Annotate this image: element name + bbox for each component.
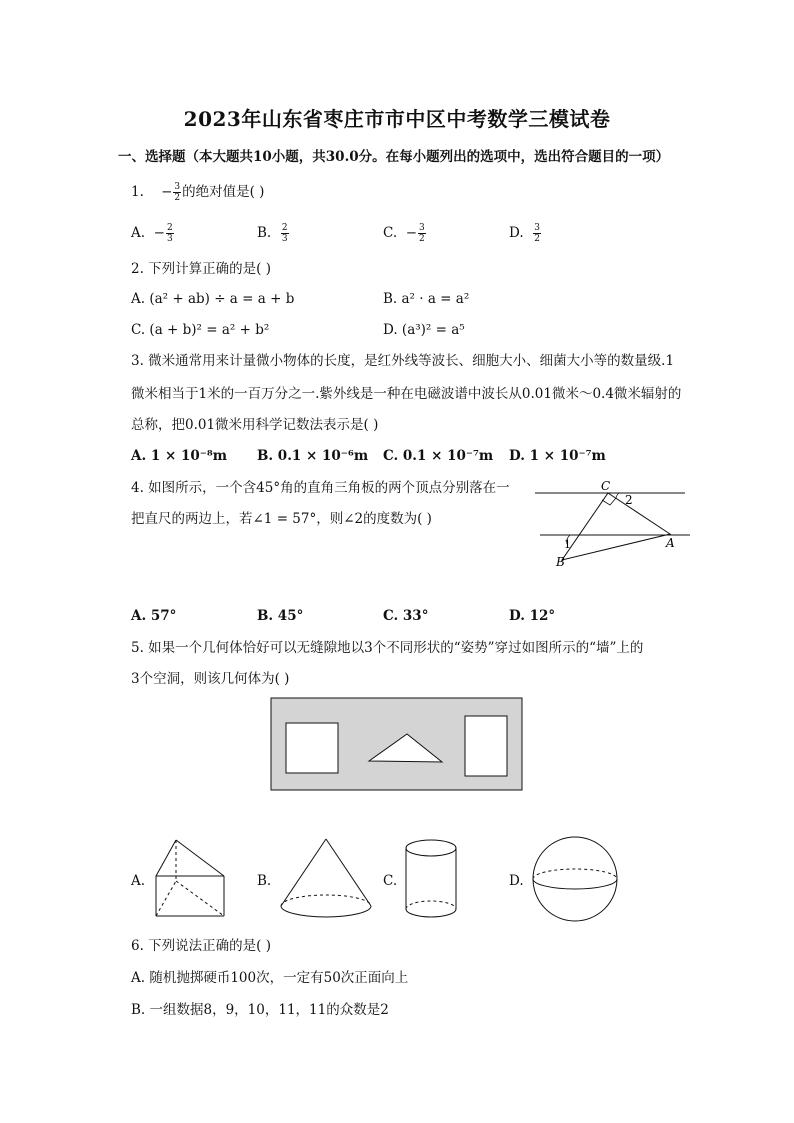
question-1-stem (131, 182, 264, 203)
q1-option-c[interactable] (383, 223, 427, 244)
cone-icon[interactable] (278, 838, 374, 920)
q6-option-a[interactable]: A. 随机抛掷硬币100次，一定有50次正面向上 (131, 970, 409, 986)
square-hole (286, 723, 338, 773)
cylinder-icon[interactable] (404, 838, 458, 920)
section-heading: 一、选择题（本大题共10小题，共30.0分。在每小题列出的选项中，选出符合题目的一项） (118, 149, 670, 165)
option-fraction (166, 223, 174, 244)
q1-sign: − (161, 184, 173, 200)
q5-option-b-label[interactable]: B. (257, 873, 272, 889)
q4-option-c[interactable]: C. 33° (383, 608, 429, 624)
question-2-stem: 2. 下列计算正确的是( ) (131, 261, 271, 277)
q2-option-c[interactable]: C. (a + b)² = a² + b² (131, 322, 270, 338)
label-c: C (601, 479, 611, 493)
option-fraction (281, 223, 289, 244)
question-6-stem: 6. 下列说法正确的是( ) (131, 938, 271, 954)
question-5-line-2: 3个空洞，则该几何体为( ) (131, 671, 290, 687)
option-denominator: 2 (419, 234, 425, 244)
q1-fraction (173, 182, 181, 203)
q4-option-b[interactable]: B. 45° (257, 608, 304, 624)
wall-figure (270, 697, 524, 792)
q1-option-b[interactable] (257, 223, 290, 244)
q1-option-a[interactable] (131, 223, 175, 244)
question-4-line-1: 4. 如图所示，一个含45°角的直角三角板的两个顶点分别落在一 (131, 480, 510, 496)
angle-2-arc (616, 493, 619, 499)
q6-option-b[interactable]: B. 一组数据8，9，10，11，11的众数是2 (131, 1002, 389, 1018)
question-3-line-3: 总称，把0.01微米用科学记数法表示是( ) (131, 417, 379, 433)
sphere-icon[interactable] (531, 836, 619, 922)
option-denominator: 3 (166, 234, 173, 244)
option-numerator: 2 (281, 223, 288, 233)
q1-denominator: 2 (174, 193, 181, 203)
page-title: 2023年山东省枣庄市市中区中考数学三模试卷 (183, 107, 611, 131)
option-sign: − (153, 225, 165, 241)
label-b: B (556, 555, 565, 569)
q3-option-a[interactable]: A. 1 × 10⁻⁸m (131, 448, 228, 464)
option-denominator: 3 (281, 234, 288, 244)
q4-option-d[interactable]: D. 12° (509, 608, 556, 624)
option-numerator: 3 (419, 223, 425, 233)
q3-option-b[interactable]: B. 0.1 × 10⁻⁶m (257, 448, 369, 464)
question-4-line-2: 把直尺的两边上，若∠1 = 57°，则∠2的度数为( ) (131, 511, 432, 527)
label-angle-2: 2 (625, 493, 633, 507)
question-3-line-1: 3. 微米通常用来计量微小物体的长度，是红外线等波长、细胞大小、细菌大小等的数量级.1 (131, 353, 675, 369)
q1-number: 1. (131, 184, 144, 200)
option-label: C. (383, 225, 398, 241)
q2-option-d[interactable]: D. (a³)² = a⁵ (383, 322, 465, 338)
option-fraction (418, 223, 426, 244)
q5-option-c-label[interactable]: C. (383, 873, 398, 889)
option-fraction (533, 223, 541, 244)
ruler-triangle-figure (530, 478, 695, 573)
label-angle-1: 1 (564, 538, 571, 551)
option-numerator: 3 (534, 223, 540, 233)
option-denominator: 2 (534, 234, 540, 244)
question-3-line-2: 微米相当于1米的一百万分之一.紫外线是一种在电磁波谱中波长从0.01微米～0.4微米辐射的 (131, 386, 682, 402)
triangular-prism-icon[interactable] (153, 839, 225, 919)
q1-stem-text: 的绝对值是( ) (182, 184, 265, 200)
q2-option-b[interactable]: B. a² · a = a² (383, 291, 470, 307)
option-label: D. (509, 225, 524, 241)
q3-option-c[interactable]: C. 0.1 × 10⁻⁷m (383, 448, 494, 464)
label-a: A (666, 536, 675, 550)
q4-option-a[interactable]: A. 57° (131, 608, 177, 624)
question-5-line-1: 5. 如果一个几何体恰好可以无缝隙地以3个不同形状的“姿势”穿过如图所示的“墙”上的 (131, 640, 644, 656)
q2-option-a[interactable]: A. (a² + ab) ÷ a = a + b (131, 291, 295, 307)
option-label: B. (257, 225, 272, 241)
option-label: A. (131, 225, 146, 241)
q5-option-a-label[interactable]: A. (131, 873, 146, 889)
q1-option-d[interactable] (509, 223, 542, 244)
set-square-triangle (562, 493, 670, 560)
rectangle-hole (465, 716, 507, 776)
option-sign: − (405, 225, 418, 241)
q3-option-d[interactable]: D. 1 × 10⁻⁷m (509, 448, 606, 464)
q5-option-d-label[interactable]: D. (509, 873, 524, 889)
q1-numerator: 3 (174, 182, 181, 192)
option-numerator: 2 (166, 223, 173, 233)
